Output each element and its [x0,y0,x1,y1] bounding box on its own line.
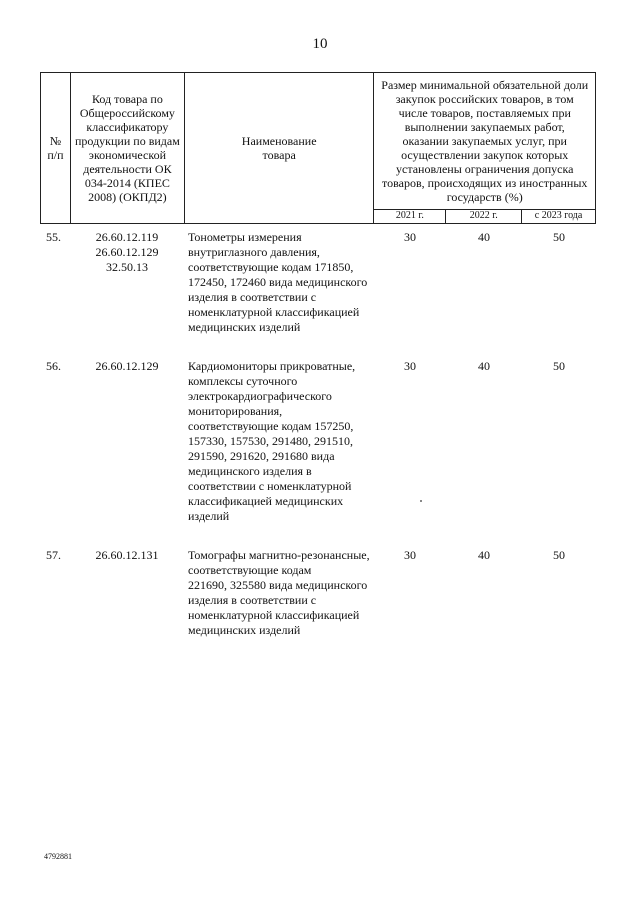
row-value-2021: 30 [404,359,416,373]
row-value-2022: 40 [478,548,490,562]
row-value-2023: 50 [553,359,565,373]
row-code: 26.60.12.131 [95,548,159,562]
header-year-2023: с 2023 года [522,209,596,223]
row-value-2022: 40 [478,359,490,373]
row-value-2021: 30 [404,548,416,562]
header-num: № п/п [41,73,71,224]
row-value-2021: 30 [404,230,416,244]
row-num: 55. [46,230,61,244]
row-value-2022: 40 [478,230,490,244]
table-header [40,72,596,224]
row-name: Кардиомониторы прикроватные, комплексы суточного электрокардиографического мониторирования, соответствующие кодам 157250, 157330, 157530, 291480, 291510, 291590, 291620, 291680 вида медицинского изделия в соответствии с номенклатурной классификацией медицинских изделий [188,359,356,523]
document-id: 4792881 [44,852,72,861]
table-body [40,230,596,638]
row-name: Томографы магнитно-резонансные, соответствующие кодам 221690, 325580 вида медицинского изделия в соответствии с номенклатурной классификацией медицинских изделий [188,548,370,637]
scan-speck [420,500,422,502]
row-num: 57. [46,548,61,562]
row-value-2023: 50 [553,230,565,244]
header-name: Наименование товара [184,73,374,224]
row-code: 26.60.12.119 26.60.12.129 32.50.13 [95,230,159,274]
row-num: 56. [46,359,61,373]
row-name: Тонометры измерения внутриглазного давления, соответствующие кодам 171850, 172450, 172460 вида медицинского изделия в соответствии с номенклатурной классификацией медицинских изделий [188,230,368,334]
header-share: Размер минимальной обязательной доли закупок российских товаров, в том числе товаров, поставляемых при выполнении закупаемых работ, оказании закупаемых услуг, при осуществлении закупок которых установлены ограничения допуска товаров, происходящих из иностранных государств (%) [374,73,596,210]
row-value-2023: 50 [553,548,565,562]
header-code: Код товара по Общероссийскому классификатору продукции по видам экономической деятельности ОК 034-2014 (КПЕС 2008) (ОКПД2) [70,73,184,224]
table-row [40,230,596,335]
page-number: 10 [312,36,328,52]
table-row [40,548,596,638]
header-year-2021: 2021 г. [374,209,446,223]
table-row [40,359,596,524]
row-code: 26.60.12.129 [95,359,159,373]
header-year-2022: 2022 г. [446,209,522,223]
